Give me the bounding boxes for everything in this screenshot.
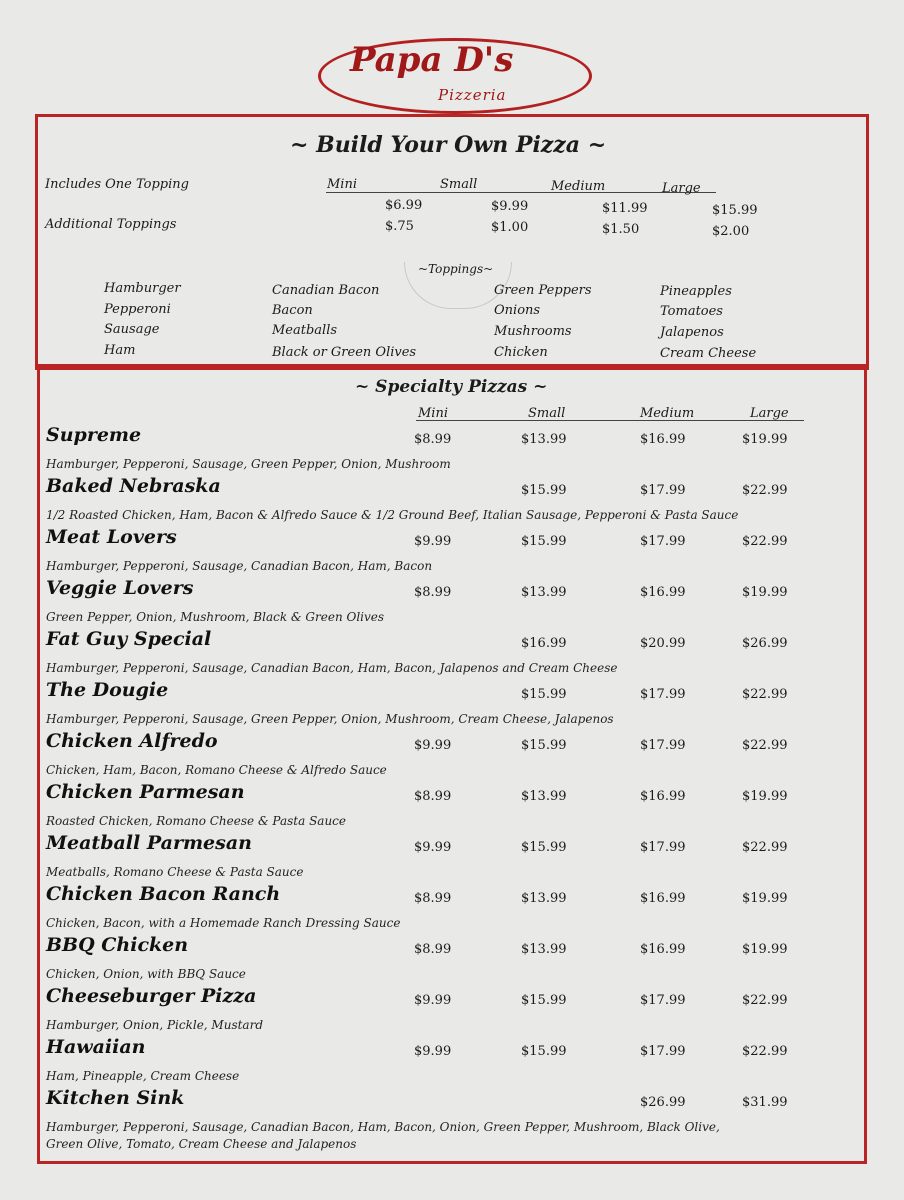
pizza-name: Fat Guy Special (46, 628, 212, 650)
byo-size-mini: Mini (327, 177, 357, 192)
pizza-price: $13.99 (521, 891, 567, 906)
topping-item: Bacon (272, 303, 313, 318)
pizza-price: $16.99 (640, 585, 686, 600)
pizza-price: $8.99 (414, 891, 452, 906)
pizza-price: $8.99 (414, 942, 452, 957)
pizza-name: Meatball Parmesan (46, 832, 252, 854)
pizza-description: Meatballs, Romano Cheese & Pasta Sauce (46, 865, 304, 879)
pizza-name: Meat Lovers (46, 526, 177, 548)
topping-item: Onions (494, 303, 541, 318)
pizza-price: $17.99 (640, 483, 686, 498)
byo-size-small: Small (440, 177, 478, 192)
pizza-name: Supreme (46, 424, 142, 446)
topping-price-mini: $.75 (385, 219, 414, 234)
pizza-price: $22.99 (742, 738, 788, 753)
specialty-title: ~ Specialty Pizzas ~ (355, 377, 548, 397)
pizza-price: $15.99 (521, 534, 567, 549)
topping-item: Pepperoni (104, 302, 171, 317)
topping-price-small: $1.00 (491, 220, 529, 235)
specialty-size-rule (416, 420, 804, 421)
pizza-description: Hamburger, Onion, Pickle, Mustard (46, 1018, 264, 1032)
pizza-price: $19.99 (742, 891, 788, 906)
toppings-title: ~Toppings~ (418, 262, 494, 276)
pizza-description: Hamburger, Pepperoni, Sausage, Canadian Bacon, Ham, Bacon, Onion, Green Pepper, Mushroom, Black Olive, (46, 1120, 720, 1134)
pizza-price: $17.99 (640, 993, 686, 1008)
topping-item: Sausage (104, 322, 160, 337)
byo-price-large: $15.99 (712, 203, 758, 218)
pizza-price: $13.99 (521, 942, 567, 957)
includes-topping-label: Includes One Topping (45, 177, 189, 192)
topping-item: Meatballs (272, 323, 338, 338)
pizza-price: $9.99 (414, 1044, 452, 1059)
topping-item: Mushrooms (494, 324, 572, 339)
pizza-price: $20.99 (640, 636, 686, 651)
pizza-price: $17.99 (640, 687, 686, 702)
topping-item: Tomatoes (660, 304, 723, 319)
byo-price-small: $9.99 (491, 199, 529, 214)
pizza-price: $16.99 (640, 432, 686, 447)
pizza-price: $15.99 (521, 738, 567, 753)
pizza-price: $15.99 (521, 993, 567, 1008)
pizza-price: $15.99 (521, 840, 567, 855)
pizza-price: $17.99 (640, 1044, 686, 1059)
pizza-name: BBQ Chicken (46, 934, 189, 956)
pizza-description: Ham, Pineapple, Cream Cheese (46, 1069, 240, 1083)
pizza-price: $22.99 (742, 1044, 788, 1059)
pizza-price: $19.99 (742, 789, 788, 804)
topping-item: Black or Green Olives (272, 345, 417, 360)
pizza-price: $15.99 (521, 1044, 567, 1059)
pizza-price: $17.99 (640, 840, 686, 855)
pizza-price: $9.99 (414, 840, 452, 855)
pizza-price: $9.99 (414, 738, 452, 753)
byo-size-medium: Medium (551, 179, 606, 194)
pizza-price: $15.99 (521, 687, 567, 702)
pizza-price: $31.99 (742, 1095, 788, 1110)
specialty-size-mini: Mini (418, 406, 448, 421)
pizza-name: Cheeseburger Pizza (46, 985, 257, 1007)
pizza-price: $22.99 (742, 483, 788, 498)
pizza-description: Chicken, Onion, with BBQ Sauce (46, 967, 246, 981)
topping-item: Green Peppers (494, 283, 592, 298)
topping-item: Hamburger (104, 281, 181, 296)
additional-toppings-label: Additional Toppings (45, 217, 177, 232)
pizza-description: Hamburger, Pepperoni, Sausage, Canadian Bacon, Ham, Bacon, Jalapenos and Cream Cheese (46, 661, 618, 675)
pizza-description: Hamburger, Pepperoni, Sausage, Green Pepper, Onion, Mushroom (46, 457, 451, 471)
pizza-name: Chicken Parmesan (46, 781, 245, 803)
pizza-name: Chicken Alfredo (46, 730, 218, 752)
pizza-price: $17.99 (640, 738, 686, 753)
pizza-name: Chicken Bacon Ranch (46, 883, 281, 905)
pizza-price: $13.99 (521, 585, 567, 600)
byo-title: ~ Build Your Own Pizza ~ (290, 132, 607, 158)
topping-item: Ham (104, 343, 136, 358)
pizza-price: $16.99 (640, 891, 686, 906)
pizza-price: $16.99 (640, 942, 686, 957)
pizza-description: Chicken, Ham, Bacon, Romano Cheese & Alfredo Sauce (46, 763, 387, 777)
pizza-price: $8.99 (414, 585, 452, 600)
topping-item: Chicken (494, 345, 548, 360)
byo-price-medium: $11.99 (602, 201, 648, 216)
pizza-description: Chicken, Bacon, with a Homemade Ranch Dressing Sauce (46, 916, 401, 930)
specialty-size-small: Small (528, 406, 566, 421)
specialty-size-medium: Medium (640, 406, 695, 421)
byo-size-large: Large (662, 181, 701, 196)
topping-price-medium: $1.50 (602, 222, 640, 237)
pizza-description: Green Pepper, Onion, Mushroom, Black & Green Olives (46, 610, 385, 624)
pizza-description: 1/2 Roasted Chicken, Ham, Bacon & Alfredo Sauce & 1/2 Ground Beef, Italian Sausage, Pepperoni & Pasta Sauce (46, 508, 739, 522)
pizza-description: Green Olive, Tomato, Cream Cheese and Jalapenos (46, 1137, 357, 1151)
pizza-price: $9.99 (414, 993, 452, 1008)
topping-price-large: $2.00 (712, 224, 750, 239)
pizza-description: Hamburger, Pepperoni, Sausage, Canadian Bacon, Ham, Bacon (46, 559, 433, 573)
topping-item: Jalapenos (660, 325, 724, 340)
pizza-price: $16.99 (640, 789, 686, 804)
pizza-price: $19.99 (742, 432, 788, 447)
pizza-name: Baked Nebraska (46, 475, 221, 497)
specialty-size-large: Large (750, 406, 789, 421)
pizza-price: $8.99 (414, 789, 452, 804)
pizza-name: Kitchen Sink (46, 1087, 185, 1109)
pizza-price: $8.99 (414, 432, 452, 447)
pizza-price: $17.99 (640, 534, 686, 549)
logo-name: Papa D's (350, 40, 514, 80)
pizza-price: $22.99 (742, 534, 788, 549)
topping-item: Canadian Bacon (272, 283, 380, 298)
pizza-price: $22.99 (742, 840, 788, 855)
pizza-price: $22.99 (742, 687, 788, 702)
pizza-name: Veggie Lovers (46, 577, 194, 599)
pizza-description: Hamburger, Pepperoni, Sausage, Green Pepper, Onion, Mushroom, Cream Cheese, Jalapenos (46, 712, 614, 726)
pizza-price: $22.99 (742, 993, 788, 1008)
topping-item: Pineapples (660, 284, 732, 299)
pizza-price: $16.99 (521, 636, 567, 651)
pizza-price: $19.99 (742, 942, 788, 957)
byo-size-rule (326, 192, 716, 193)
pizza-description: Roasted Chicken, Romano Cheese & Pasta Sauce (46, 814, 346, 828)
pizza-price: $13.99 (521, 432, 567, 447)
byo-price-mini: $6.99 (385, 198, 423, 213)
pizza-price: $26.99 (640, 1095, 686, 1110)
pizza-price: $26.99 (742, 636, 788, 651)
pizza-price: $15.99 (521, 483, 567, 498)
pizza-name: The Dougie (46, 679, 169, 701)
topping-item: Cream Cheese (660, 346, 757, 361)
pizza-price: $19.99 (742, 585, 788, 600)
pizza-price: $9.99 (414, 534, 452, 549)
pizza-price: $13.99 (521, 789, 567, 804)
pizza-name: Hawaiian (46, 1036, 146, 1058)
logo-subtitle: Pizzeria (438, 86, 507, 104)
